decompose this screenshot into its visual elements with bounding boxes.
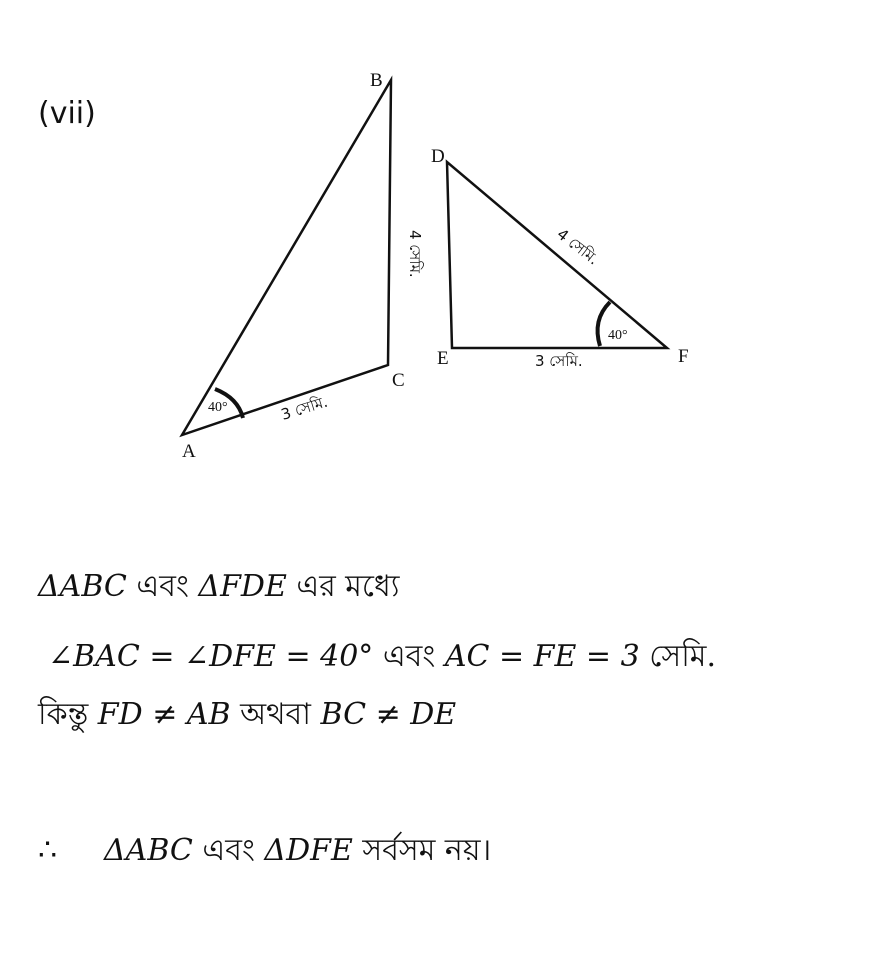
side-ef-label: 3 সেমি. [535,352,583,370]
vertex-d-label: D [431,146,445,167]
not-congruent-text: সর্বসম নয়। [352,833,492,868]
problem-label: (vii) [38,96,96,131]
inequality-bc-de: BC ≠ DE [320,697,457,732]
between-text: এর মধ্যে [286,569,400,604]
triangle-abc-symbol: ΔABC [104,833,193,868]
angle-a-label: 40° [208,400,228,415]
conclusion-line [38,826,491,877]
angle-f-label: 40° [608,328,628,343]
or-word: অথবা [230,697,321,732]
but-word: কিন্তু [38,697,98,732]
vertex-b-label: B [370,70,383,91]
statement-line-2 [48,632,716,683]
triangle-abc [182,70,424,462]
triangle-def [431,146,689,370]
side-bc-label: 4 সেমি. [406,230,424,278]
therefore-symbol: ∴ [38,833,58,868]
vertex-f-label: F [678,346,689,367]
vertex-e-label: E [437,348,449,369]
side-df-label: 4 সেমি. [553,224,603,269]
side-ac-label: 3 সেমি. [278,392,330,424]
unit-text: সেমি. [639,639,716,674]
triangle-def-outline [447,162,667,348]
triangle-abc-symbol: ΔABC [38,569,127,604]
statement-line-1 [38,562,399,613]
triangle-dfe-symbol: ΔDFE [264,833,353,868]
and-word: এবং [192,833,265,868]
vertex-c-label: C [392,370,405,391]
angle-equality: ∠BAC = ∠DFE = 40° [48,639,374,674]
triangle-abc-outline [182,80,391,435]
and-word: এবং [373,639,445,674]
and-word: এবং [126,569,199,604]
vertex-a-label: A [182,441,196,462]
triangle-fde-symbol: ΔFDE [198,569,287,604]
inequality-fd-ab: FD ≠ AB [97,697,231,732]
statement-line-3 [38,690,456,741]
side-equality: AC = FE = 3 [444,639,640,674]
